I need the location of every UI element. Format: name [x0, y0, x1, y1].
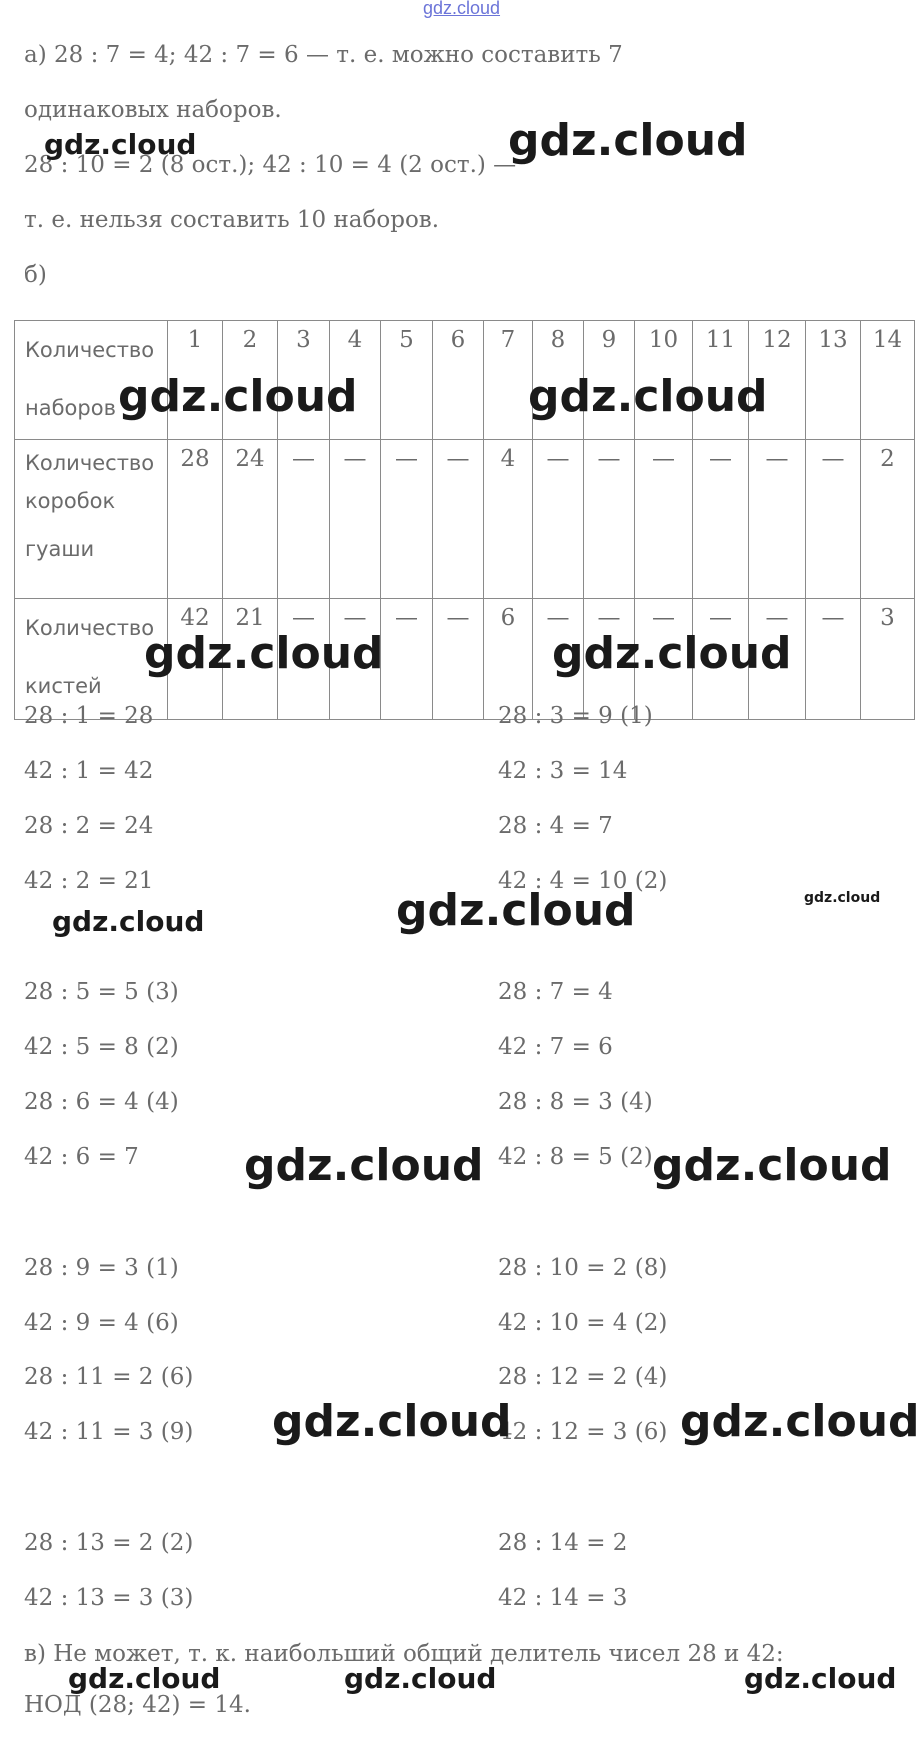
brushes-cell: 21	[223, 599, 278, 720]
part-a-line-4: т. е. нельзя составить 10 наборов.	[24, 207, 440, 233]
brushes-cell: 42	[168, 599, 223, 720]
row-label-line: Количество	[25, 616, 155, 640]
calc-right-line: 28 : 3 = 9 (1)	[498, 703, 653, 729]
sets-cell: 3	[278, 321, 330, 440]
calc-right-line: 28 : 10 = 2 (8)	[498, 1255, 668, 1281]
watermark: gdz.cloud	[744, 1662, 897, 1695]
sets-cell: 7	[484, 321, 533, 440]
row-label-line: кистей	[25, 674, 102, 698]
calc-right-line: 42 : 10 = 4 (2)	[498, 1310, 668, 1336]
row-label-line: Количество	[25, 338, 155, 362]
calc-left-line: 42 : 2 = 21	[24, 868, 154, 894]
row-label-line: гуаши	[25, 537, 95, 561]
calc-right-line: 28 : 8 = 3 (4)	[498, 1089, 653, 1115]
calc-left-line: 42 : 6 = 7	[24, 1144, 139, 1170]
sets-cell: 13	[806, 321, 861, 440]
gouache-cell: —	[749, 440, 806, 599]
watermark: gdz.cloud	[344, 1662, 497, 1695]
row-label-line: наборов	[25, 396, 116, 420]
sets-cell: 9	[584, 321, 635, 440]
calc-left-line: 28 : 9 = 3 (1)	[24, 1255, 179, 1281]
calc-left-line: 28 : 2 = 24	[24, 813, 154, 839]
calc-left-line: 28 : 11 = 2 (6)	[24, 1364, 194, 1390]
gouache-cell: —	[635, 440, 693, 599]
calc-right-line: 28 : 14 = 2	[498, 1530, 628, 1556]
calc-left-line: 42 : 1 = 42	[24, 758, 154, 784]
calc-left-line: 42 : 13 = 3 (3)	[24, 1585, 194, 1611]
gouache-cell: 2	[861, 440, 915, 599]
watermark: gdz.cloud	[272, 1396, 512, 1447]
calc-right-line: 28 : 12 = 2 (4)	[498, 1364, 668, 1390]
part-c-line-2: НОД (28; 42) = 14.	[24, 1692, 251, 1718]
watermark: gdz.cloud	[244, 1140, 484, 1191]
brushes-cell: —	[381, 599, 433, 720]
gouache-cell: —	[381, 440, 433, 599]
watermark: gdz.cloud	[68, 1662, 221, 1695]
calc-right-line: 28 : 4 = 7	[498, 813, 613, 839]
row-label-gouache	[15, 440, 168, 599]
watermark: gdz.cloud	[508, 115, 748, 166]
calc-right-line: 28 : 7 = 4	[498, 979, 613, 1005]
calc-right-line: 42 : 14 = 3	[498, 1585, 628, 1611]
gouache-cell: —	[330, 440, 381, 599]
calc-right-line: 42 : 3 = 14	[498, 758, 628, 784]
part-c-line-1: в) Не может, т. к. наибольший общий делитель чисел 28 и 42:	[24, 1641, 784, 1667]
row-label-line: коробок	[25, 489, 116, 513]
watermark: gdz.cloud	[804, 890, 881, 906]
calc-right-line: 42 : 12 = 3 (6)	[498, 1419, 668, 1445]
brushes-cell: —	[806, 599, 861, 720]
brushes-cell: —	[278, 599, 330, 720]
calc-right-line: 42 : 8 = 5 (2)	[498, 1144, 653, 1170]
watermark: gdz.cloud	[552, 628, 792, 679]
brushes-cell: 3	[861, 599, 915, 720]
gouache-cell: 24	[223, 440, 278, 599]
brushes-cell: —	[749, 599, 806, 720]
site-header-link[interactable]: gdz.cloud	[422, 0, 501, 18]
watermark: gdz.cloud	[528, 371, 768, 422]
gouache-cell: —	[584, 440, 635, 599]
brushes-cell: —	[693, 599, 749, 720]
watermark: gdz.cloud	[680, 1396, 920, 1447]
brushes-cell: —	[330, 599, 381, 720]
brushes-cell: 6	[484, 599, 533, 720]
calc-left-line: 42 : 11 = 3 (9)	[24, 1419, 194, 1445]
calc-left-line: 42 : 9 = 4 (6)	[24, 1310, 179, 1336]
sets-cell: 5	[381, 321, 433, 440]
sets-cell: 1	[168, 321, 223, 440]
row-label-line: Количество	[25, 451, 155, 475]
brushes-cell: —	[635, 599, 693, 720]
sets-cell: 4	[330, 321, 381, 440]
calc-left-line: 28 : 6 = 4 (4)	[24, 1089, 179, 1115]
part-b-label: б)	[24, 262, 47, 288]
calc-left-line: 28 : 13 = 2 (2)	[24, 1530, 194, 1556]
watermark: gdz.cloud	[118, 371, 358, 422]
gouache-cell: 28	[168, 440, 223, 599]
watermark: gdz.cloud	[396, 885, 636, 936]
sets-cell: 14	[861, 321, 915, 440]
watermark: gdz.cloud	[44, 128, 197, 161]
calc-right-line: 42 : 7 = 6	[498, 1034, 613, 1060]
brushes-cell: —	[533, 599, 584, 720]
gouache-cell: —	[533, 440, 584, 599]
sets-cell: 12	[749, 321, 806, 440]
sets-cell: 8	[533, 321, 584, 440]
brushes-cell: —	[584, 599, 635, 720]
brushes-cell: —	[433, 599, 484, 720]
watermark: gdz.cloud	[652, 1140, 892, 1191]
watermark: gdz.cloud	[144, 628, 384, 679]
calc-left-line: 42 : 5 = 8 (2)	[24, 1034, 179, 1060]
sets-cell: 10	[635, 321, 693, 440]
gouache-cell: —	[278, 440, 330, 599]
gouache-cell: 4	[484, 440, 533, 599]
sets-cell: 11	[693, 321, 749, 440]
row-gouache	[15, 440, 915, 599]
calc-right-line: 42 : 4 = 10 (2)	[498, 868, 668, 894]
gouache-cell: —	[693, 440, 749, 599]
calc-left-line: 28 : 5 = 5 (3)	[24, 979, 179, 1005]
gouache-cell: —	[806, 440, 861, 599]
sets-cell: 2	[223, 321, 278, 440]
part-a-line-2: одинаковых наборов.	[24, 97, 282, 123]
part-a-line-3: 28 : 10 = 2 (8 ост.); 42 : 10 = 4 (2 ост.) —	[24, 152, 517, 178]
sets-cell: 6	[433, 321, 484, 440]
watermark: gdz.cloud	[52, 905, 205, 938]
gouache-cell: —	[433, 440, 484, 599]
part-a-line-1: а) 28 : 7 = 4; 42 : 7 = 6 — т. е. можно составить 7	[24, 42, 623, 68]
calc-left-line: 28 : 1 = 28	[24, 703, 154, 729]
